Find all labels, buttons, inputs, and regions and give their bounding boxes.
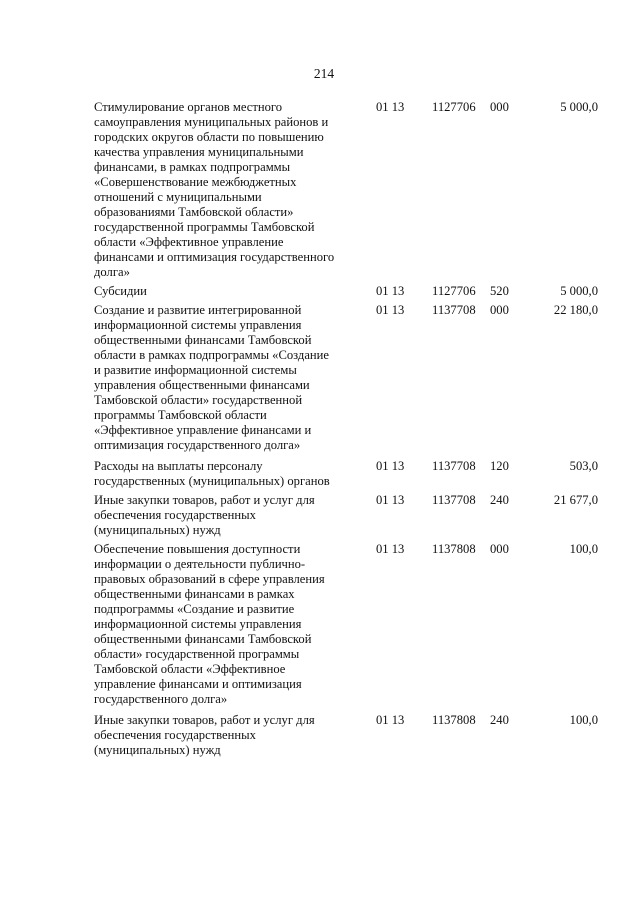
row-target: 1137708 [432, 459, 476, 473]
row-description: Обеспечение повышения доступности информации о деятельности публично- правовых образований в сфере управления общественными финансами в рамках подпрограммы «Создание и развитие информационной системы управления общественными финансами Тамбовской области» государственной программы Тамбовской области «Эффективное управление финансами и оптимизация государственного долга» [94, 542, 325, 706]
row-amount: 21 677,0 [553, 493, 598, 507]
row-section: 01 13 [376, 284, 405, 298]
row-section: 01 13 [376, 459, 405, 473]
row-expense-type: 240 [490, 713, 509, 727]
row-section: 01 13 [376, 303, 405, 317]
row-target: 1137808 [432, 713, 476, 727]
row-amount: 503,0 [569, 459, 598, 473]
row-section: 01 13 [376, 100, 405, 114]
row-amount: 5 000,0 [560, 284, 598, 298]
row-expense-type: 240 [490, 493, 509, 507]
row-description: Создание и развитие интегрированной информационной системы управления общественными финансами Тамбовской области в рамках подпрограммы «Создание и развитие информационной системы управления общественными финансами Тамбовской области» государственной программы Тамбовской области «Эффективное управление финансами и оптимизация государственного долга» [94, 303, 329, 452]
row-amount: 22 180,0 [553, 303, 598, 317]
table-row [94, 713, 614, 758]
row-expense-type: 000 [490, 303, 509, 317]
table-row [94, 542, 614, 707]
row-target: 1137708 [432, 303, 476, 317]
table-row [94, 100, 614, 280]
table-row [94, 459, 614, 489]
row-amount: 100,0 [569, 713, 598, 727]
row-section: 01 13 [376, 542, 405, 556]
row-section: 01 13 [376, 493, 405, 507]
row-description: Субсидии [94, 284, 147, 298]
budget-table [94, 100, 614, 762]
row-target: 1137708 [432, 493, 476, 507]
row-section: 01 13 [376, 713, 405, 727]
row-description: Иные закупки товаров, работ и услуг для обеспечения государственных (муниципальных) нужд [94, 493, 315, 537]
table-row [94, 303, 614, 453]
row-target: 1127706 [432, 100, 476, 114]
row-description: Иные закупки товаров, работ и услуг для обеспечения государственных (муниципальных) нужд [94, 713, 315, 757]
page-number: 214 [313, 66, 335, 81]
table-row [94, 284, 614, 299]
row-expense-type: 520 [490, 284, 509, 298]
row-expense-type: 000 [490, 100, 509, 114]
row-expense-type: 000 [490, 542, 509, 556]
row-description: Стимулирование органов местного самоуправления муниципальных районов и городских округов области по повышению качества управления муниципальными финансами, в рамках подпрограммы «Совершенствование межбюджетных отношений с муниципальными образованиями Тамбовской области» государственной программы Тамбовской области «Эффективное управление финансами и оптимизация государственного долга» [94, 100, 335, 279]
row-amount: 5 000,0 [560, 100, 598, 114]
row-expense-type: 120 [490, 459, 509, 473]
row-target: 1127706 [432, 284, 476, 298]
table-row [94, 493, 614, 538]
row-amount: 100,0 [569, 542, 598, 556]
row-description: Расходы на выплаты персоналу государственных (муниципальных) органов [94, 459, 330, 488]
row-target: 1137808 [432, 542, 476, 556]
